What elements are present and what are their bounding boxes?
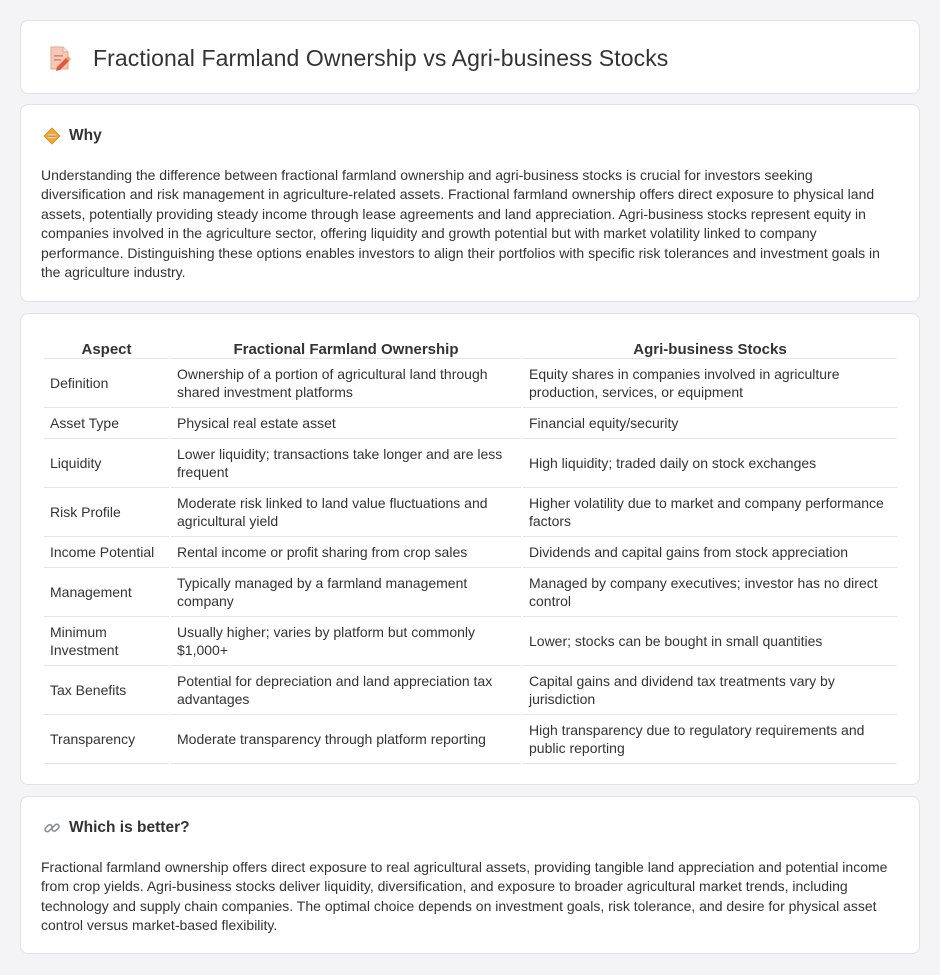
- stocks-cell: Higher volatility due to market and company performance factors: [523, 488, 897, 537]
- title-row: [45, 43, 668, 73]
- aspect-cell: Tax Benefits: [44, 666, 169, 715]
- farmland-cell: Moderate transparency through platform reporting: [171, 715, 521, 764]
- farmland-cell: Physical real estate asset: [171, 408, 521, 439]
- table-row: [44, 617, 897, 666]
- comparison-section: [20, 313, 920, 785]
- table-row: [44, 537, 897, 568]
- aspect-cell: Management: [44, 568, 169, 617]
- aspect-cell: Transparency: [44, 715, 169, 764]
- farmland-cell: Rental income or profit sharing from crop sales: [171, 537, 521, 568]
- table-row: [44, 715, 897, 764]
- stocks-cell: Managed by company executives; investor has no direct control: [523, 568, 897, 617]
- table-row: [44, 439, 897, 488]
- farmland-cell: Potential for depreciation and land appreciation tax advantages: [171, 666, 521, 715]
- aspect-cell: Income Potential: [44, 537, 169, 568]
- stocks-cell: Lower; stocks can be bought in small quantities: [523, 617, 897, 666]
- link-icon: [43, 819, 61, 837]
- stocks-cell: Capital gains and dividend tax treatments vary by jurisdiction: [523, 666, 897, 715]
- aspect-cell: Minimum Investment: [44, 617, 169, 666]
- farmland-cell: Moderate risk linked to land value fluctuations and agricultural yield: [171, 488, 521, 537]
- table-row: [44, 488, 897, 537]
- better-text: Fractional farmland ownership offers direct exposure to real agricultural assets, providing tangible land appreciation and potential income from crop yields. Agri-business stocks deliver liquidity, diversification, and exposure to broader agricultural market trends, including technology and supply chain companies. The optimal choice depends on investment goals, risk tolerance, and desire for physical asset control versus market-based flexibility.: [41, 859, 888, 934]
- table-row: [44, 666, 897, 715]
- better-title: Which is better?: [69, 819, 190, 836]
- why-title: Why: [69, 127, 102, 144]
- page-title: Fractional Farmland Ownership vs Agri-business Stocks: [93, 44, 669, 71]
- document-edit-icon: [45, 43, 75, 73]
- why-text: Understanding the difference between fractional farmland ownership and agri-business stocks is crucial for investors seeking diversification and risk management in agriculture-related assets. Fractional farmland ownership offers direct exposure to physical land assets, potentially providing steady income through lease agreements and land appreciation. Agri-business stocks represent equity in companies involved in the agriculture sector, offering liquidity and growth potential but with market volatility linked to company performance. Distinguishing these options enables investors to align their portfolios with specific risk tolerances and investment goals in the agriculture industry.: [41, 167, 880, 281]
- farmland-cell: Ownership of a portion of agricultural land through shared investment platforms: [171, 359, 521, 408]
- farmland-cell: Usually higher; varies by platform but commonly $1,000+: [171, 617, 521, 666]
- stocks-cell: High liquidity; traded daily on stock exchanges: [523, 439, 897, 488]
- stocks-cell: Dividends and capital gains from stock appreciation: [523, 537, 897, 568]
- header-farmland: Fractional Farmland Ownership: [171, 335, 521, 359]
- aspect-cell: Asset Type: [44, 408, 169, 439]
- table-row: [44, 359, 897, 408]
- which-better-section: [20, 796, 920, 954]
- why-heading: [43, 127, 102, 145]
- why-section: [20, 104, 920, 302]
- stocks-cell: Equity shares in companies involved in agriculture production, services, or equipment: [523, 359, 897, 408]
- aspect-cell: Risk Profile: [44, 488, 169, 537]
- warning-sign-icon: [43, 127, 61, 145]
- comparison-table: [42, 335, 899, 764]
- stocks-cell: High transparency due to regulatory requirements and public reporting: [523, 715, 897, 764]
- table-row: [44, 408, 897, 439]
- header-aspect: Aspect: [44, 335, 169, 359]
- farmland-cell: Lower liquidity; transactions take longer and are less frequent: [171, 439, 521, 488]
- title-card: [20, 20, 920, 94]
- aspect-cell: Definition: [44, 359, 169, 408]
- table-row: [44, 568, 897, 617]
- farmland-cell: Typically managed by a farmland management company: [171, 568, 521, 617]
- better-heading: [43, 819, 190, 837]
- aspect-cell: Liquidity: [44, 439, 169, 488]
- table-header-row: [44, 335, 897, 359]
- header-stocks: Agri-business Stocks: [523, 335, 897, 359]
- stocks-cell: Financial equity/security: [523, 408, 897, 439]
